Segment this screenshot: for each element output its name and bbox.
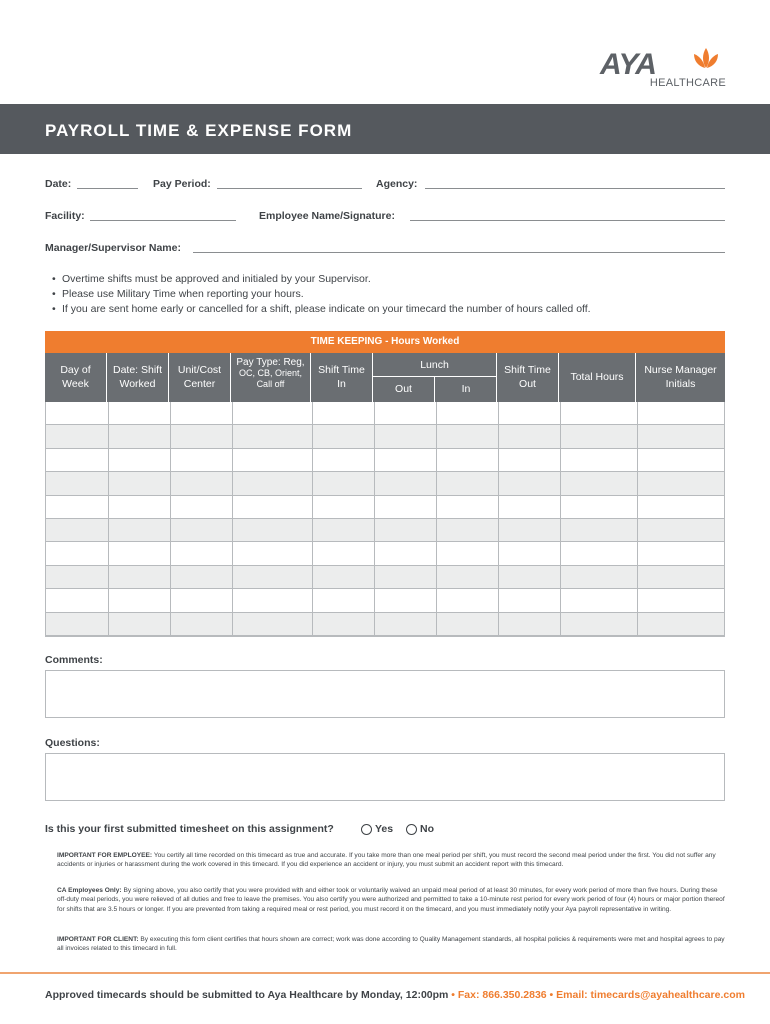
table-cell[interactable] [232, 496, 312, 518]
table-cell[interactable] [46, 566, 108, 588]
date-field[interactable] [77, 188, 138, 189]
table-cell[interactable] [436, 472, 498, 494]
table-cell[interactable] [498, 613, 560, 635]
logo-subtext: HEALTHCARE [649, 77, 726, 89]
instructions-list [52, 272, 591, 317]
table-cell[interactable] [436, 566, 498, 588]
table-cell[interactable] [436, 613, 498, 635]
table-row [46, 496, 724, 519]
col-lunch-in: In [461, 383, 471, 395]
table-cell[interactable] [637, 496, 725, 518]
table-cell[interactable] [46, 449, 108, 471]
facility-label: Facility: [45, 210, 85, 222]
table-cell[interactable] [46, 589, 108, 611]
table-cell[interactable] [46, 542, 108, 564]
footer-contact: • Fax: 866.350.2836 • Email: timecards@ayahealthcare.com [448, 989, 745, 1001]
table-cell[interactable] [374, 449, 436, 471]
table-cell[interactable] [436, 425, 498, 447]
aya-healthcare-logo [600, 44, 726, 92]
table-cell[interactable] [560, 425, 637, 447]
timekeeping-header-row [45, 353, 725, 402]
table-cell[interactable] [560, 613, 637, 635]
table-cell[interactable] [374, 402, 436, 424]
table-cell[interactable] [170, 472, 232, 494]
table-cell[interactable] [560, 402, 637, 424]
table-cell[interactable] [170, 402, 232, 424]
table-row [46, 542, 724, 565]
lotus-icon [686, 44, 726, 76]
col-lunch-out: Out [373, 377, 435, 402]
table-cell[interactable] [436, 542, 498, 564]
no-radio[interactable] [406, 823, 434, 835]
table-cell[interactable] [232, 589, 312, 611]
table-cell[interactable] [374, 566, 436, 588]
table-cell[interactable] [312, 496, 374, 518]
col-day-of-week: Day of Week [45, 353, 107, 402]
table-cell[interactable] [498, 425, 560, 447]
table-cell[interactable] [436, 496, 498, 518]
yes-radio[interactable] [361, 823, 393, 835]
yes-label: Yes [375, 823, 394, 835]
first-timesheet-question: Is this your first submitted timesheet on this assignment? [45, 823, 334, 835]
table-cell[interactable] [232, 425, 312, 447]
table-cell[interactable] [436, 402, 498, 424]
table-row [46, 613, 724, 636]
table-cell[interactable] [637, 566, 725, 588]
table-cell[interactable] [374, 519, 436, 541]
table-row [46, 519, 724, 542]
table-cell[interactable] [108, 496, 170, 518]
table-cell[interactable] [637, 589, 725, 611]
table-cell[interactable] [637, 472, 725, 494]
col-total-hours: Total Hours [559, 353, 636, 402]
table-cell[interactable] [498, 496, 560, 518]
table-cell[interactable] [108, 542, 170, 564]
table-cell[interactable] [560, 589, 637, 611]
table-cell[interactable] [232, 402, 312, 424]
col-date-shift: Date: Shift Worked [107, 353, 169, 402]
agency-field[interactable] [425, 188, 725, 189]
table-cell[interactable] [312, 613, 374, 635]
table-cell[interactable] [637, 519, 725, 541]
table-cell[interactable] [108, 566, 170, 588]
col-shift-time-in: Shift Time In [311, 353, 373, 402]
table-cell[interactable] [170, 542, 232, 564]
table-cell[interactable] [498, 402, 560, 424]
table-cell[interactable] [312, 425, 374, 447]
table-cell[interactable] [170, 589, 232, 611]
table-cell[interactable] [637, 542, 725, 564]
table-cell[interactable] [46, 613, 108, 635]
table-cell[interactable] [312, 566, 374, 588]
table-cell[interactable] [46, 425, 108, 447]
table-cell[interactable] [374, 613, 436, 635]
table-cell[interactable] [232, 472, 312, 494]
timekeeping-grid [45, 402, 725, 637]
table-cell[interactable] [637, 402, 725, 424]
table-cell[interactable] [637, 425, 725, 447]
radio-circle-icon[interactable] [406, 824, 417, 835]
radio-circle-icon[interactable] [361, 824, 372, 835]
table-cell[interactable] [170, 566, 232, 588]
table-cell[interactable] [232, 613, 312, 635]
table-cell[interactable] [436, 449, 498, 471]
table-cell[interactable] [170, 425, 232, 447]
table-cell[interactable] [232, 542, 312, 564]
table-cell[interactable] [46, 402, 108, 424]
ca-employee-notice: CA Employees Only: By signing above, you also certify that you were provided with and either took or voluntarily waived an unpaid meal period of at least 30 minutes, for every work period of more than five hours. During these off-duty meal periods, you were relieved of all duties and free to leave the premises. You also certify you were authorized and permitted to take a 10-minute rest period for every work period of four (4) hours or major portion thereof for shifts that are 3.5 hours or longer. If you are prevented from taking a required meal or rest period, you must record it on the timecard, and you must immediately notify your Aya payroll representative in writing. [57, 887, 725, 913]
table-cell[interactable] [436, 589, 498, 611]
table-cell[interactable] [312, 472, 374, 494]
employee-notice: IMPORTANT FOR EMPLOYEE: You certify all time recorded on this timecard as true and accurate. If you take more than one meal period per shift, you must record the second meal period under the first. You did not suffer any accidents or injuries or harassment during the work covered in this timecard. If you did experience an accident or injury, you must submit an accident report with this timecard. [57, 852, 716, 869]
table-cell[interactable] [170, 613, 232, 635]
client-notice: IMPORTANT FOR CLIENT: By executing this form client certifies that hours shown are correct; work was done according to Quality Management standards, all hospital policies & requirements were met and hospital agrees to pay all invoices related to this timecard in full. [57, 936, 725, 953]
table-cell[interactable] [108, 613, 170, 635]
table-row [46, 472, 724, 495]
table-cell[interactable] [498, 472, 560, 494]
instruction-item: • Please use Military Time when reporting your hours. [52, 287, 591, 302]
table-cell[interactable] [560, 519, 637, 541]
table-cell[interactable] [560, 566, 637, 588]
manager-name-label: Manager/Supervisor Name: [45, 242, 181, 254]
table-cell[interactable] [46, 519, 108, 541]
table-cell[interactable] [498, 589, 560, 611]
col-lunch-group [373, 353, 497, 402]
table-cell[interactable] [108, 402, 170, 424]
table-cell[interactable] [374, 472, 436, 494]
comments-label: Comments: [45, 654, 103, 666]
agency-label: Agency: [376, 178, 418, 190]
table-row [46, 589, 724, 612]
table-cell[interactable] [637, 613, 725, 635]
table-cell[interactable] [108, 472, 170, 494]
form-header-band [0, 104, 770, 154]
comments-textarea[interactable] [45, 670, 725, 718]
table-cell[interactable] [498, 519, 560, 541]
table-cell[interactable] [170, 519, 232, 541]
col-pay-type: Pay Type: Reg, OC, CB, Orient, Call off [231, 353, 311, 402]
questions-label: Questions: [45, 737, 100, 749]
table-cell[interactable] [560, 542, 637, 564]
table-cell[interactable] [232, 519, 312, 541]
table-cell[interactable] [637, 449, 725, 471]
table-cell[interactable] [498, 449, 560, 471]
timekeeping-title: TIME KEEPING - Hours Worked [45, 331, 725, 353]
table-cell[interactable] [232, 566, 312, 588]
table-cell[interactable] [46, 496, 108, 518]
table-row [46, 449, 724, 472]
table-cell[interactable] [498, 542, 560, 564]
table-cell[interactable] [498, 566, 560, 588]
col-nurse-manager-initials: Nurse Manager Initials [644, 364, 717, 390]
logo-wordmark: AYA [600, 48, 656, 81]
table-row [46, 402, 724, 425]
pay-period-field[interactable] [217, 188, 362, 189]
table-cell[interactable] [108, 519, 170, 541]
table-row [46, 566, 724, 589]
table-cell[interactable] [170, 496, 232, 518]
table-cell[interactable] [312, 542, 374, 564]
table-cell[interactable] [374, 496, 436, 518]
table-cell[interactable] [312, 519, 374, 541]
table-cell[interactable] [560, 496, 637, 518]
instruction-item: • Overtime shifts must be approved and initialed by your Supervisor. [52, 272, 591, 287]
table-cell[interactable] [560, 472, 637, 494]
table-cell[interactable] [46, 472, 108, 494]
col-unit-cost: Unit/Cost Center [169, 353, 231, 402]
pay-period-label: Pay Period: [153, 178, 211, 190]
form-title: PAYROLL TIME & EXPENSE FORM [45, 121, 353, 140]
employee-name-label: Employee Name/Signature: [259, 210, 395, 222]
facility-field[interactable] [90, 220, 236, 221]
footer-submission-info: Approved timecards should be submitted to Aya Healthcare by Monday, 12:00pm • Fax: 866.350.2836 • Email: timecards@ayahealthcare.com [45, 989, 745, 1001]
table-cell[interactable] [312, 402, 374, 424]
table-cell[interactable] [374, 542, 436, 564]
table-cell[interactable] [232, 449, 312, 471]
col-shift-time-out: Shift Time Out [497, 353, 559, 402]
table-cell[interactable] [312, 589, 374, 611]
no-label: No [420, 823, 434, 835]
footer-divider [0, 972, 770, 974]
table-cell[interactable] [312, 449, 374, 471]
table-cell[interactable] [108, 589, 170, 611]
table-cell[interactable] [374, 589, 436, 611]
date-label: Date: [45, 178, 72, 190]
manager-name-field[interactable] [193, 252, 725, 253]
col-lunch: Lunch [373, 353, 496, 377]
table-cell[interactable] [560, 449, 637, 471]
table-cell[interactable] [108, 449, 170, 471]
table-cell[interactable] [108, 425, 170, 447]
table-cell[interactable] [436, 519, 498, 541]
table-cell[interactable] [374, 425, 436, 447]
instruction-item: • If you are sent home early or cancelled for a shift, please indicate on your timecard the number of hours called off. [52, 302, 591, 317]
employee-name-field[interactable] [410, 220, 725, 221]
table-row [46, 425, 724, 448]
questions-textarea[interactable] [45, 753, 725, 801]
table-cell[interactable] [170, 449, 232, 471]
